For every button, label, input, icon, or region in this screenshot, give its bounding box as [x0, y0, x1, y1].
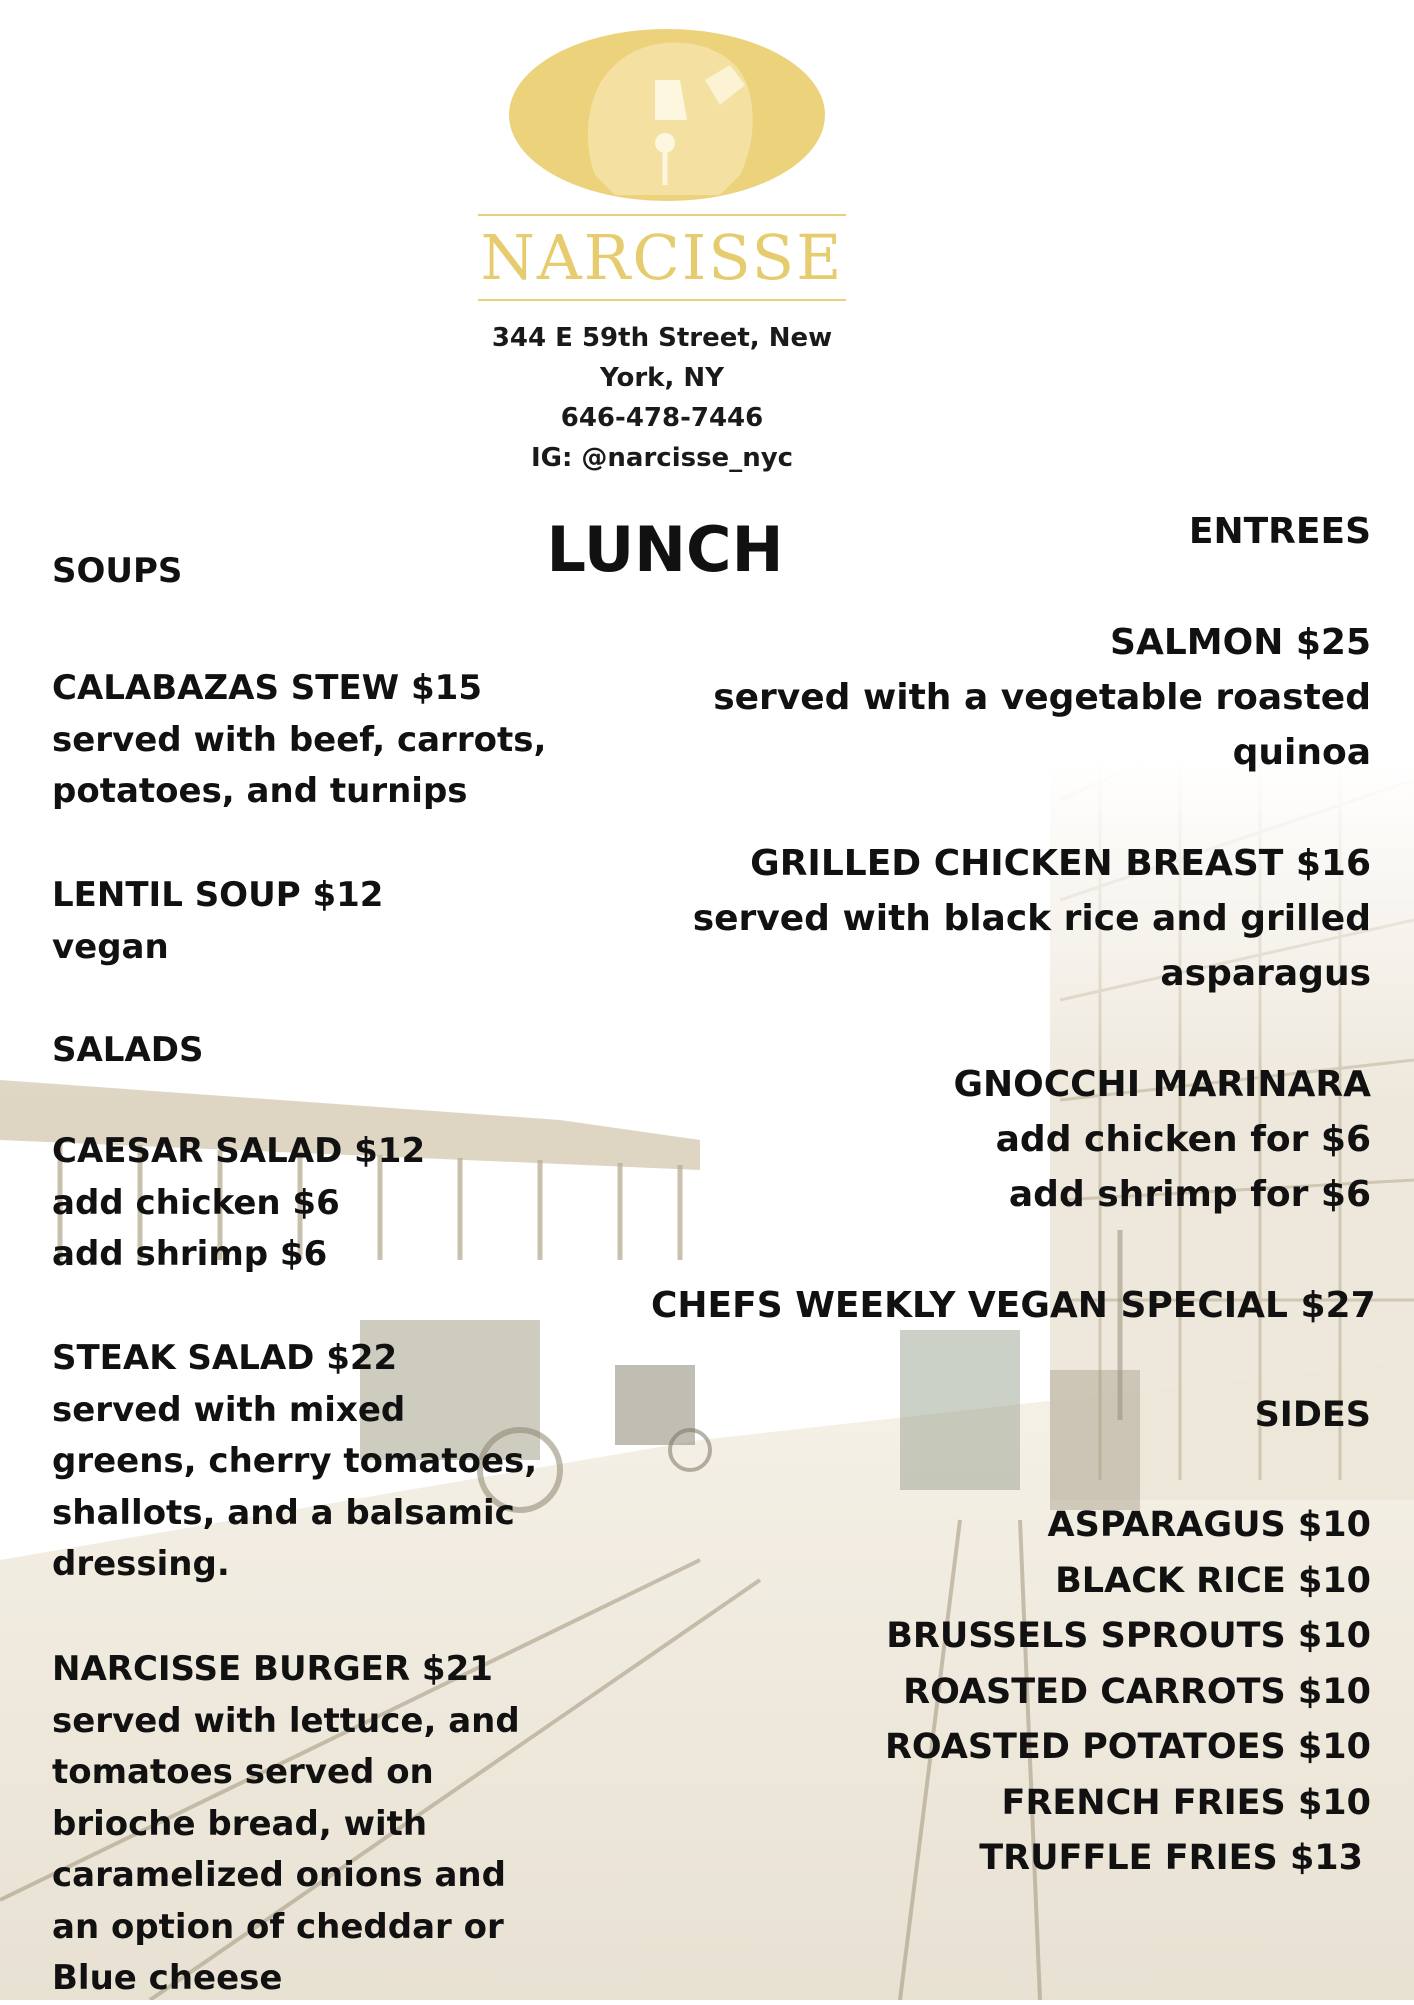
burger-desc-1: served with lettuce, and: [52, 1700, 520, 1741]
gnocchi-addon-2: add shrimp for $6: [1008, 1174, 1371, 1215]
narcisse-burger-item: [52, 1644, 572, 2005]
gnocchi-title: GNOCCHI MARINARA: [953, 1064, 1371, 1105]
chicken-desc-2: asparagus: [1160, 953, 1371, 994]
side-roasted-potatoes: ROASTED POTATOES $10: [884, 1727, 1371, 1767]
sides-heading: SIDES: [1254, 1395, 1371, 1435]
grilled-chicken-item: [651, 836, 1371, 1001]
caesar-salad-item: [52, 1126, 572, 1281]
burger-desc-2: tomatoes served on: [52, 1752, 434, 1792]
side-asparagus: ASPARAGUS $10: [1047, 1505, 1371, 1545]
burger-title: NARCISSE BURGER $21: [52, 1649, 493, 1689]
calabazas-stew-desc-2: potatoes, and turnips: [52, 771, 468, 811]
chicken-title: GRILLED CHICKEN BREAST $16: [750, 843, 1371, 884]
salmon-desc-2: quinoa: [1232, 732, 1371, 773]
address-line-1: 344 E 59th Street, New: [491, 323, 833, 353]
address-line-2: York, NY: [600, 363, 724, 393]
vegan-special-title: CHEFS WEEKLY VEGAN SPECIAL $27: [651, 1285, 1376, 1326]
salads-heading: SALADS: [52, 1030, 204, 1070]
steak-salad-desc-1: served with mixed: [52, 1389, 406, 1430]
burger-desc-3: brioche bread, with: [52, 1803, 428, 1844]
gnocchi-addon-1: add chicken for $6: [995, 1119, 1371, 1160]
steak-salad-item: [52, 1333, 572, 1591]
steak-salad-desc-2: greens, cherry tomatoes,: [52, 1441, 538, 1481]
salmon-title: SALMON $25: [1110, 622, 1371, 663]
sides-list: [651, 1498, 1371, 1887]
soups-heading: SOUPS: [52, 551, 183, 591]
lentil-soup-desc: vegan: [52, 926, 169, 967]
logo-top-rule: [478, 214, 846, 216]
contact-info: [470, 318, 854, 478]
brand-name: NARCISSE: [480, 221, 844, 294]
calabazas-stew-title: CALABAZAS STEW $15: [52, 668, 482, 708]
lentil-soup-item: [52, 870, 572, 973]
steak-salad-title: STEAK SALAD $22: [52, 1338, 398, 1378]
salmon-desc-1: served with a vegetable roasted: [713, 677, 1371, 718]
menu-title: LUNCH: [546, 513, 784, 586]
lentil-soup-title: LENTIL SOUP $12: [52, 875, 384, 915]
chicken-desc-1: served with black rice and grilled: [692, 898, 1371, 939]
caesar-salad-title: CAESAR SALAD $12: [52, 1131, 426, 1171]
caesar-salad-addon-2: add shrimp $6: [52, 1234, 328, 1274]
steak-salad-desc-4: dressing.: [52, 1544, 230, 1584]
salmon-item: [651, 615, 1371, 780]
instagram-handle: IG: @narcisse_nyc: [530, 443, 794, 473]
burger-desc-4: caramelized onions and: [52, 1855, 506, 1895]
side-truffle-fries: TRUFFLE FRIES $13: [979, 1838, 1363, 1878]
calabazas-stew-desc-1: served with beef, carrots,: [52, 719, 547, 760]
side-black-rice: BLACK RICE $10: [1055, 1560, 1371, 1601]
side-roasted-carrots: ROASTED CARROTS $10: [903, 1671, 1371, 1712]
side-brussels-sprouts: BRUSSELS SPROUTS $10: [886, 1616, 1371, 1656]
caesar-salad-addon-1: add chicken $6: [52, 1182, 340, 1223]
burger-desc-5: an option of cheddar or: [52, 1906, 504, 1947]
entrees-heading: ENTREES: [1188, 511, 1371, 552]
gnocchi-item: [651, 1057, 1371, 1222]
logo-bottom-rule: [478, 299, 846, 301]
calabazas-stew-item: [52, 663, 572, 818]
chef-logo-emblem: [505, 25, 830, 205]
vegan-special-item: [651, 1278, 1376, 1333]
phone-number: 646-478-7446: [560, 403, 764, 433]
steak-salad-desc-3: shallots, and a balsamic: [52, 1492, 515, 1533]
side-french-fries: FRENCH FRIES $10: [1001, 1782, 1371, 1823]
burger-desc-6: Blue cheese: [52, 1958, 283, 1998]
